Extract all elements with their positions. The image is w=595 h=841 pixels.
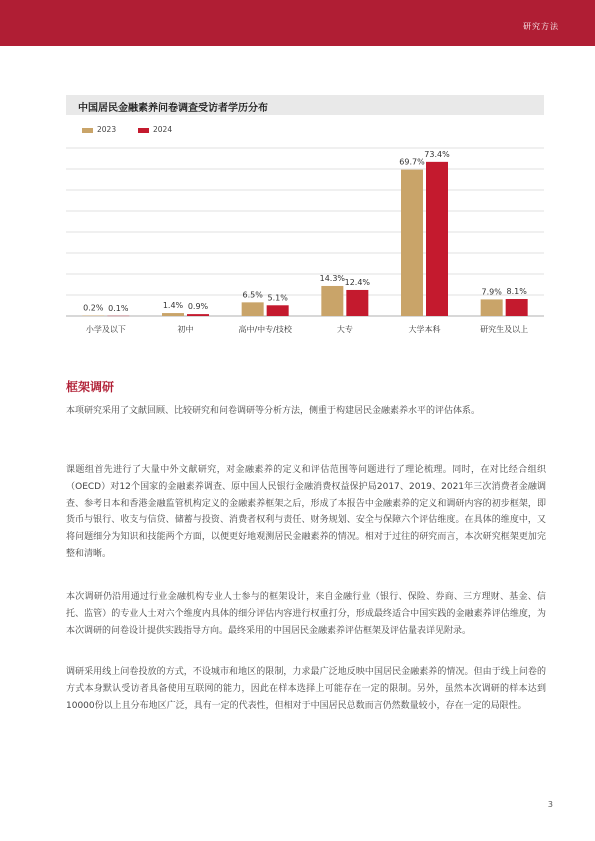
category-label-5: 研究生及以上 — [480, 325, 529, 334]
data-label-2023-2: 6.5% — [242, 290, 263, 300]
paragraph-2: 课题组首先进行了大量中外文献研究，对金融素养的定义和评估范围等问题进行了理论梳理。同时，在对比经合组织（OECD）对12个国家的金融素养调查、原中国人民银行金融消费权益保护局2017、2019、2021年三次消费者金融调查、参考日本和香港金融监管机构定义的金融素养框架之后，形成了本报告中金融素养的定义和调研内容的初步框架，即货币与银行、收支与信贷、储蓄与投资、消费者权利与责任、财务规划、安全与保障六个评估维度。在具体的维度中，又将问题细分为知识和技能两个方面，以便更好地观测居民金融素养的情况。相对于过往的研究而言，本次研究框架更加完整和清晰。 — [66, 465, 546, 559]
data-label-2023-5: 7.9% — [481, 287, 502, 297]
paragraph-4: 调研采用线上问卷投放的方式，不设城市和地区的限制，力求最广泛地反映中国居民金融素养的情况。但由于线上问卷的方式本身默认受访者具备使用互联网的能力，因此在样本选择上可能存在一定的限制。另外，虽然本次调研的样本达到10000份以上且分布地区广泛，具有一定的代表性，但相对于中国居民总数而言仍然数量较小，存在一定的局限性。 — [66, 667, 546, 711]
bar-2023-1 — [162, 313, 184, 316]
bar-2023-2 — [242, 302, 264, 316]
category-label-2: 高中/中专/技校 — [238, 325, 292, 334]
bar-2023-3 — [321, 286, 343, 316]
bar-chart — [0, 0, 595, 360]
data-label-2024-5: 8.1% — [506, 286, 527, 296]
bar-2024-5 — [506, 299, 528, 316]
chart-title: 中国居民金融素养问卷调查受访者学历分布 — [78, 103, 268, 114]
bar-2023-4 — [401, 170, 423, 316]
legend-label-2024: 2024 — [153, 125, 173, 134]
data-label-2023-1: 1.4% — [162, 301, 184, 311]
data-label-2023-3: 14.3% — [319, 273, 346, 283]
page-number: 3 — [547, 800, 553, 809]
category-label-1: 初中 — [177, 325, 194, 334]
category-label-3: 大专 — [336, 325, 353, 334]
bar-2023-5 — [481, 299, 503, 316]
paragraph-1: 本项研究采用了文献回顾、比较研究和问卷调研等分析方法，侧重于构建居民金融素养水平的评估体系。 — [66, 406, 481, 416]
data-label-2023-0: 0.2% — [83, 303, 104, 313]
paragraph-3: 本次调研仍沿用通过行业金融机构专业人士参与的框架设计，来自金融行业（银行、保险、券商、三方理财、基金、信托、监管）的专业人士对六个维度内具体的细分评估内容进行权重打分，形成最终适合中国实践的金融素养评估维度，为本次调研的问卷设计提供实践指导方向。最终采用的中国居民金融素养评估框架及评估量表详见附录。 — [66, 592, 546, 636]
bar-2024-3 — [346, 290, 368, 316]
bar-2024-4 — [426, 162, 448, 316]
data-label-2024-1: 0.9% — [187, 302, 209, 312]
category-label-4: 大学本科 — [408, 325, 441, 334]
data-label-2024-0: 0.1% — [108, 303, 129, 313]
data-label-2023-4: 69.7% — [399, 157, 425, 167]
data-label-2024-4: 73.4% — [424, 149, 450, 159]
bar-2024-2 — [267, 305, 289, 316]
section-label: 研究方法 — [523, 22, 559, 31]
data-label-2024-3: 12.4% — [344, 277, 371, 287]
bar-2024-1 — [187, 314, 209, 316]
data-label-2024-2: 5.1% — [267, 293, 288, 303]
section-heading: 框架调研 — [66, 380, 115, 394]
category-label-0: 小学及以下 — [85, 325, 126, 334]
legend-label-2023: 2023 — [97, 125, 117, 134]
